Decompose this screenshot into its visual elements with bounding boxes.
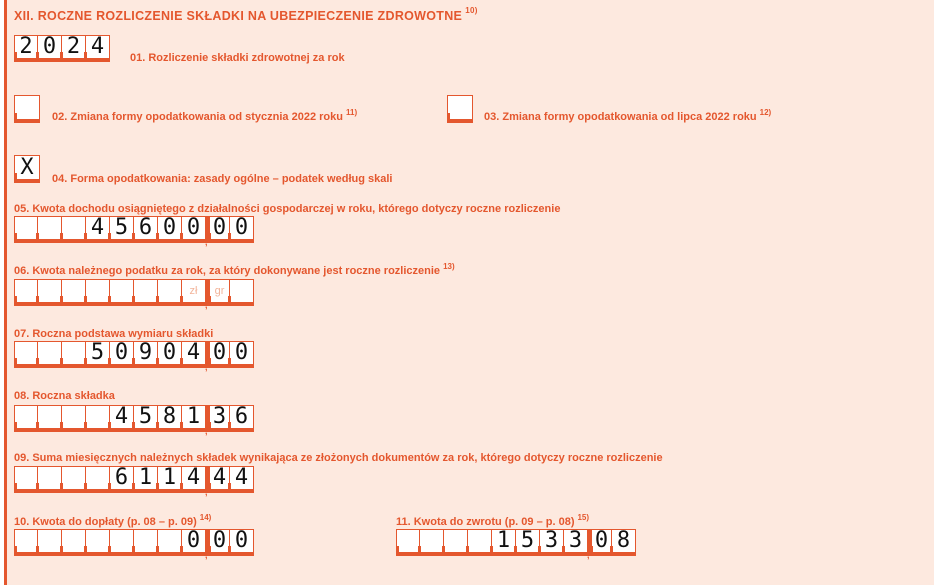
digit-box[interactable] [205, 215, 230, 247]
box-separator [418, 546, 421, 556]
box-separator [14, 546, 17, 556]
digit-value: 6 [138, 215, 153, 240]
decimal-comma: , [205, 487, 208, 497]
box-separator [228, 422, 231, 432]
box-separator [36, 358, 39, 368]
digit-box[interactable] [38, 341, 62, 368]
digit-box[interactable] [38, 466, 62, 493]
digit-box[interactable] [14, 466, 38, 493]
field-11-label: 11. Kwota do zwrotu (p. 09 – p. 08) $^{15)}$ [396, 513, 590, 528]
field-07-amount[interactable] [14, 340, 254, 372]
digit-box[interactable] [230, 466, 254, 493]
digit-box[interactable] [86, 466, 110, 493]
box-separator [132, 233, 135, 243]
digit-box[interactable] [158, 279, 182, 306]
box-separator [36, 296, 39, 306]
field-04-label: 04. Forma opodatkowania: zasady ogólne – podatek według skali [52, 173, 393, 185]
digit-box[interactable] [134, 216, 158, 243]
digit-box[interactable] [86, 341, 110, 368]
box-separator [132, 422, 135, 432]
digit-value: 0 [234, 215, 249, 240]
box-separator [84, 296, 87, 306]
box-separator [156, 358, 159, 368]
box-separator [60, 422, 63, 432]
box-separator [208, 546, 211, 556]
digit-box[interactable] [38, 216, 62, 243]
digit-box[interactable] [205, 528, 230, 560]
decimal-comma: , [205, 426, 208, 436]
field-10-amount[interactable] [14, 528, 254, 560]
box-separator [156, 296, 159, 306]
digit-box[interactable] [182, 341, 206, 368]
box-separator [84, 358, 87, 368]
digit-value: 8 [616, 528, 631, 553]
field-07-label: 07. Roczna podstawa wymiaru składki [14, 328, 214, 340]
digit-value: 0 [186, 215, 201, 240]
digit-box[interactable] [230, 279, 254, 306]
digit-value: 4 [234, 465, 249, 490]
digit-value: 1 [496, 528, 511, 553]
box-separator [14, 52, 17, 62]
field-06-label: 06. Kwota należnego podatku za rok, za który dokonywane jest roczne rozliczenie $^{13)}$ [14, 262, 455, 277]
digit-value: 3 [212, 404, 227, 429]
digit-box[interactable] [110, 341, 134, 368]
box-separator [108, 233, 111, 243]
section-title: XII. ROCZNE ROZLICZENIE SKŁADKI NA UBEZPIECZENIE ZDROWOTNE $^{10)}$ [14, 6, 478, 23]
digit-box[interactable] [86, 405, 110, 432]
field-08-label: 08. Roczna składka [14, 390, 115, 402]
digit-value: 1 [162, 465, 177, 490]
box-separator [108, 358, 111, 368]
box-separator [156, 422, 159, 432]
digit-box[interactable] [205, 279, 230, 310]
box-separator [538, 546, 541, 556]
digit-box[interactable] [62, 216, 86, 243]
digit-box[interactable] [396, 529, 420, 556]
decimal-comma: , [205, 237, 208, 247]
box-separator [208, 233, 211, 243]
box-separator [590, 546, 593, 556]
box-separator [60, 358, 63, 368]
box-separator [14, 358, 17, 368]
box-separator [208, 483, 211, 493]
digit-box[interactable] [62, 529, 86, 556]
box-separator [14, 422, 17, 432]
box-separator [60, 296, 63, 306]
digit-box[interactable] [62, 405, 86, 432]
digit-value: 4 [90, 215, 105, 240]
digit-box[interactable] [205, 465, 230, 497]
box-separator [396, 546, 399, 556]
digit-value: 0 [42, 34, 57, 59]
digit-value: 5 [520, 528, 535, 553]
digit-value: 0 [162, 340, 177, 365]
box-separator [228, 483, 231, 493]
digit-box[interactable] [110, 466, 134, 493]
box-separator [14, 483, 17, 493]
digit-box[interactable] [62, 279, 86, 306]
digit-value: 0 [234, 528, 249, 553]
digit-box[interactable] [14, 35, 38, 62]
digit-value: 6 [114, 465, 129, 490]
digit-value: 4 [114, 404, 129, 429]
box-separator [208, 358, 211, 368]
box-separator [14, 296, 17, 306]
digit-box[interactable] [564, 529, 588, 556]
digit-value: 0 [212, 340, 227, 365]
field-06-amount[interactable] [14, 279, 254, 310]
unit-gr-hint: gr [214, 284, 225, 297]
digit-box[interactable] [86, 529, 110, 556]
digit-box[interactable] [14, 405, 38, 432]
box-separator [108, 483, 111, 493]
box-separator [36, 546, 39, 556]
digit-value: 0 [212, 215, 227, 240]
digit-value: 6 [234, 404, 249, 429]
digit-value: 8 [162, 404, 177, 429]
box-separator [14, 233, 17, 243]
digit-box[interactable] [182, 466, 206, 493]
box-separator [84, 546, 87, 556]
box-separator [132, 358, 135, 368]
box-separator [60, 233, 63, 243]
digit-box[interactable] [134, 279, 158, 306]
box-separator [466, 546, 469, 556]
digit-box[interactable] [587, 528, 612, 560]
field-02-label: 02. Zmiana formy opodatkowania od stycznia 2022 roku $^{11)}$ [52, 108, 358, 123]
box-separator [180, 358, 183, 368]
box-separator [108, 422, 111, 432]
digit-value: 2 [19, 34, 33, 59]
digit-value: 5 [114, 215, 129, 240]
field-04-checkbox[interactable]: X [14, 155, 40, 183]
digit-box[interactable] [38, 529, 62, 556]
field-03-checkbox[interactable] [447, 95, 473, 123]
field-03-label: 03. Zmiana formy opodatkowania od lipca 2022 roku $^{12)}$ [484, 108, 772, 123]
digit-value: 0 [114, 340, 129, 365]
field-09-amount[interactable] [14, 465, 254, 497]
digit-box[interactable] [158, 405, 182, 432]
field-01-label: 01. Rozliczenie składki zdrowotnej za rok [130, 52, 345, 64]
digit-value: 0 [186, 528, 201, 553]
digit-box[interactable] [134, 341, 158, 368]
box-separator [514, 546, 517, 556]
digit-value: 0 [234, 340, 249, 365]
box-separator [228, 233, 231, 243]
box-separator [36, 52, 39, 62]
digit-box[interactable] [182, 216, 206, 243]
digit-box[interactable] [230, 405, 254, 432]
box-separator [228, 546, 231, 556]
digit-box[interactable] [205, 340, 230, 372]
digit-box[interactable] [110, 529, 134, 556]
box-separator [36, 483, 39, 493]
digit-box[interactable] [14, 279, 38, 306]
box-separator [132, 483, 135, 493]
digit-value: 4 [186, 340, 201, 365]
digit-box[interactable] [62, 35, 86, 62]
box-separator [84, 52, 87, 62]
field-02-checkbox[interactable] [14, 95, 40, 123]
box-separator [156, 546, 159, 556]
digit-value: 4 [212, 465, 227, 490]
digit-box[interactable] [182, 279, 206, 306]
box-separator [180, 546, 183, 556]
digit-box[interactable] [62, 341, 86, 368]
digit-box[interactable] [230, 529, 254, 556]
digit-box[interactable] [86, 216, 110, 243]
digit-box[interactable] [134, 405, 158, 432]
digit-box[interactable] [612, 529, 636, 556]
box-separator [562, 546, 565, 556]
digit-value: 2 [66, 34, 81, 59]
digit-value: 0 [212, 528, 227, 553]
digit-box[interactable] [86, 279, 110, 306]
digit-box[interactable] [230, 216, 254, 243]
digit-box[interactable] [182, 529, 206, 556]
field-05-label: 05. Kwota dochodu osiągniętego z działalności gospodarczej w roku, którego dotyczy roczne rozliczenie [14, 203, 561, 215]
decimal-comma: , [205, 362, 208, 372]
field-09-label: 09. Suma miesięcznych należnych składek wynikająca ze złożonych dokumentów za rok, którego dotyczy roczne rozliczenie [14, 452, 663, 464]
digit-box[interactable] [38, 279, 62, 306]
box-separator [60, 52, 63, 62]
box-separator [84, 422, 87, 432]
box-separator [228, 358, 231, 368]
box-separator [208, 296, 211, 306]
box-separator [490, 546, 493, 556]
digit-box[interactable] [516, 529, 540, 556]
box-separator [84, 233, 87, 243]
digit-box[interactable] [14, 529, 38, 556]
digit-box[interactable] [110, 279, 134, 306]
digit-box[interactable] [230, 341, 254, 368]
digit-value: 4 [186, 465, 201, 490]
digit-box[interactable] [492, 529, 516, 556]
digit-box[interactable] [420, 529, 444, 556]
box-separator [442, 546, 445, 556]
digit-value: 9 [138, 340, 153, 365]
year-field[interactable] [14, 35, 110, 62]
digit-box[interactable] [468, 529, 492, 556]
unit-zl-hint: zł [189, 284, 198, 297]
digit-box[interactable] [158, 466, 182, 493]
digit-value: 3 [568, 528, 583, 553]
box-separator [228, 296, 231, 306]
field-05-amount[interactable] [14, 215, 254, 247]
box-separator [180, 483, 183, 493]
digit-value: 1 [138, 465, 153, 490]
box-separator [36, 233, 39, 243]
digit-value: 4 [90, 34, 105, 59]
box-separator [156, 233, 159, 243]
decimal-comma: , [587, 550, 590, 560]
box-separator [180, 233, 183, 243]
box-separator [108, 546, 111, 556]
digit-value: 3 [544, 528, 559, 553]
digit-box[interactable] [158, 341, 182, 368]
box-separator [60, 483, 63, 493]
box-separator [36, 422, 39, 432]
digit-value: 0 [594, 528, 609, 553]
digit-box[interactable] [205, 404, 230, 436]
digit-box[interactable] [182, 405, 206, 432]
digit-box[interactable] [62, 466, 86, 493]
box-separator [208, 422, 211, 432]
digit-box[interactable] [38, 405, 62, 432]
digit-value: 0 [162, 215, 177, 240]
digit-box[interactable] [14, 216, 38, 243]
box-separator [60, 546, 63, 556]
decimal-comma: , [205, 300, 208, 310]
box-separator [132, 296, 135, 306]
digit-box[interactable] [14, 341, 38, 368]
box-separator [180, 296, 183, 306]
digit-box[interactable] [38, 35, 62, 62]
digit-box[interactable] [158, 529, 182, 556]
digit-box[interactable] [110, 216, 134, 243]
box-separator [610, 546, 613, 556]
digit-value: 1 [186, 404, 201, 429]
field-11-amount[interactable] [396, 528, 636, 560]
digit-value: 5 [90, 340, 105, 365]
digit-box[interactable] [134, 529, 158, 556]
digit-box[interactable] [444, 529, 468, 556]
box-separator [180, 422, 183, 432]
box-separator [108, 296, 111, 306]
decimal-comma: , [205, 550, 208, 560]
box-separator [132, 546, 135, 556]
digit-value: 5 [138, 404, 153, 429]
digit-box[interactable] [158, 216, 182, 243]
field-08-amount[interactable] [14, 404, 254, 436]
box-separator [84, 483, 87, 493]
digit-box[interactable] [134, 466, 158, 493]
digit-box[interactable] [110, 405, 134, 432]
field-10-label: 10. Kwota do dopłaty (p. 08 – p. 09) $^{14)}$ [14, 513, 212, 528]
digit-box[interactable] [86, 35, 110, 62]
digit-box[interactable] [540, 529, 564, 556]
box-separator [156, 483, 159, 493]
